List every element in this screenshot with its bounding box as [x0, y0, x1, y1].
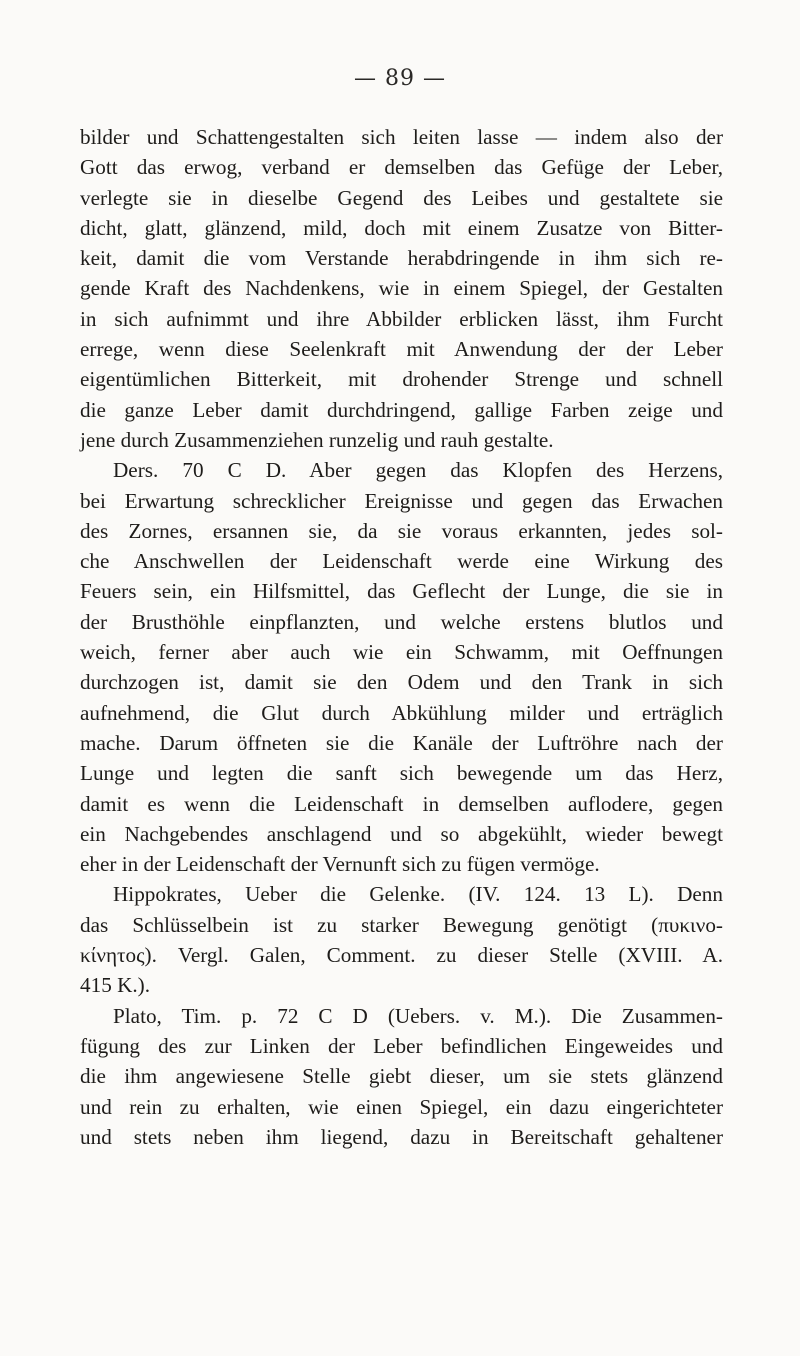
text-line: dicht, glatt, glänzend, mild, doch mit einem Zusatze von Bitter- [80, 215, 723, 240]
text-line: verlegte sie in dieselbe Gegend des Leibes und gestaltete sie [80, 185, 723, 210]
text-line: errege, wenn diese Seelenkraft mit Anwendung der der Leber [80, 337, 723, 362]
text-line: keit, damit die vom Verstande herabdringende in ihm sich re- [80, 246, 723, 271]
text-line: κίνητος). Vergl. Galen, Comment. zu dieser Stelle (XVIII. A. [80, 943, 723, 968]
text-line: durchzogen ist, damit sie den Odem und den Trank in sich [80, 670, 723, 695]
text-line: aufnehmend, die Glut durch Abkühlung milder und erträglich [80, 700, 723, 725]
text-line: Plato, Tim. p. 72 C D (Uebers. v. M.). Die Zusammen- [113, 1003, 723, 1028]
text-line: bei Erwartung schrecklicher Ereignisse und gegen das Erwachen [80, 488, 723, 513]
text-line: bilder und Schattengestalten sich leiten lasse — indem also der [80, 125, 723, 149]
text-line: die ihm angewiesene Stelle giebt dieser, um sie stets glänzend [80, 1064, 723, 1089]
text-line: gende Kraft des Nachdenkens, wie in einem Spiegel, der Gestalten [80, 276, 723, 301]
text-line: weich, ferner aber auch wie ein Schwamm, mit Oeffnungen [80, 640, 723, 665]
text-line: jene durch Zusammenziehen runzelig und rauh gestalte. [80, 427, 554, 452]
text-line: ein Nachgebendes anschlagend und so abgekühlt, wieder bewegt [80, 821, 723, 846]
page-number: — 89 — [354, 66, 446, 91]
text-line: die ganze Leber damit durchdringend, gallige Farben zeige und [80, 397, 723, 422]
text-line: Gott das erwog, verband er demselben das Gefüge der Leber, [80, 155, 723, 180]
text-line: mache. Darum öffneten sie die Kanäle der Luftröhre nach der [80, 730, 723, 755]
text-line: der Brusthöhle einpflanzten, und welche erstens blutlos und [80, 609, 723, 634]
text-line: damit es wenn die Leidenschaft in demselben auflodere, gegen [80, 791, 723, 816]
text-line: che Anschwellen der Leidenschaft werde eine Wirkung des [80, 549, 723, 574]
text-line: eher in der Leidenschaft der Vernunft sich zu fügen vermöge. [80, 852, 600, 877]
text-line: Feuers sein, ein Hilfsmittel, das Geflecht der Lunge, die sie in [80, 579, 723, 604]
text-line: fügung des zur Linken der Leber befindlichen Eingeweides und [80, 1033, 723, 1058]
body-text [80, 122, 723, 1152]
text-line: Lunge und legten die sanft sich bewegende um das Herz, [80, 761, 723, 786]
text-line: das Schlüsselbein ist zu starker Bewegung genötigt (πυκινο- [80, 912, 723, 937]
text-line: Hippokrates, Ueber die Gelenke. (IV. 124. 13 L). Denn [113, 882, 723, 907]
text-line: eigentümlichen Bitterkeit, mit drohender Strenge und schnell [80, 367, 723, 392]
text-line: 415 K.). [80, 973, 151, 998]
text-line: und stets neben ihm liegend, dazu in Bereitschaft gehaltener [80, 1124, 723, 1149]
text-line: in sich aufnimmt und ihre Abbilder erblicken lässt, ihm Furcht [80, 306, 723, 331]
text-line: und rein zu erhalten, wie einen Spiegel, ein dazu eingerichteter [80, 1094, 723, 1119]
text-line: des Zornes, ersannen sie, da sie voraus erkannten, jedes sol- [80, 518, 723, 543]
text-line: Ders. 70 C D. Aber gegen das Klopfen des Herzens, [113, 458, 723, 483]
